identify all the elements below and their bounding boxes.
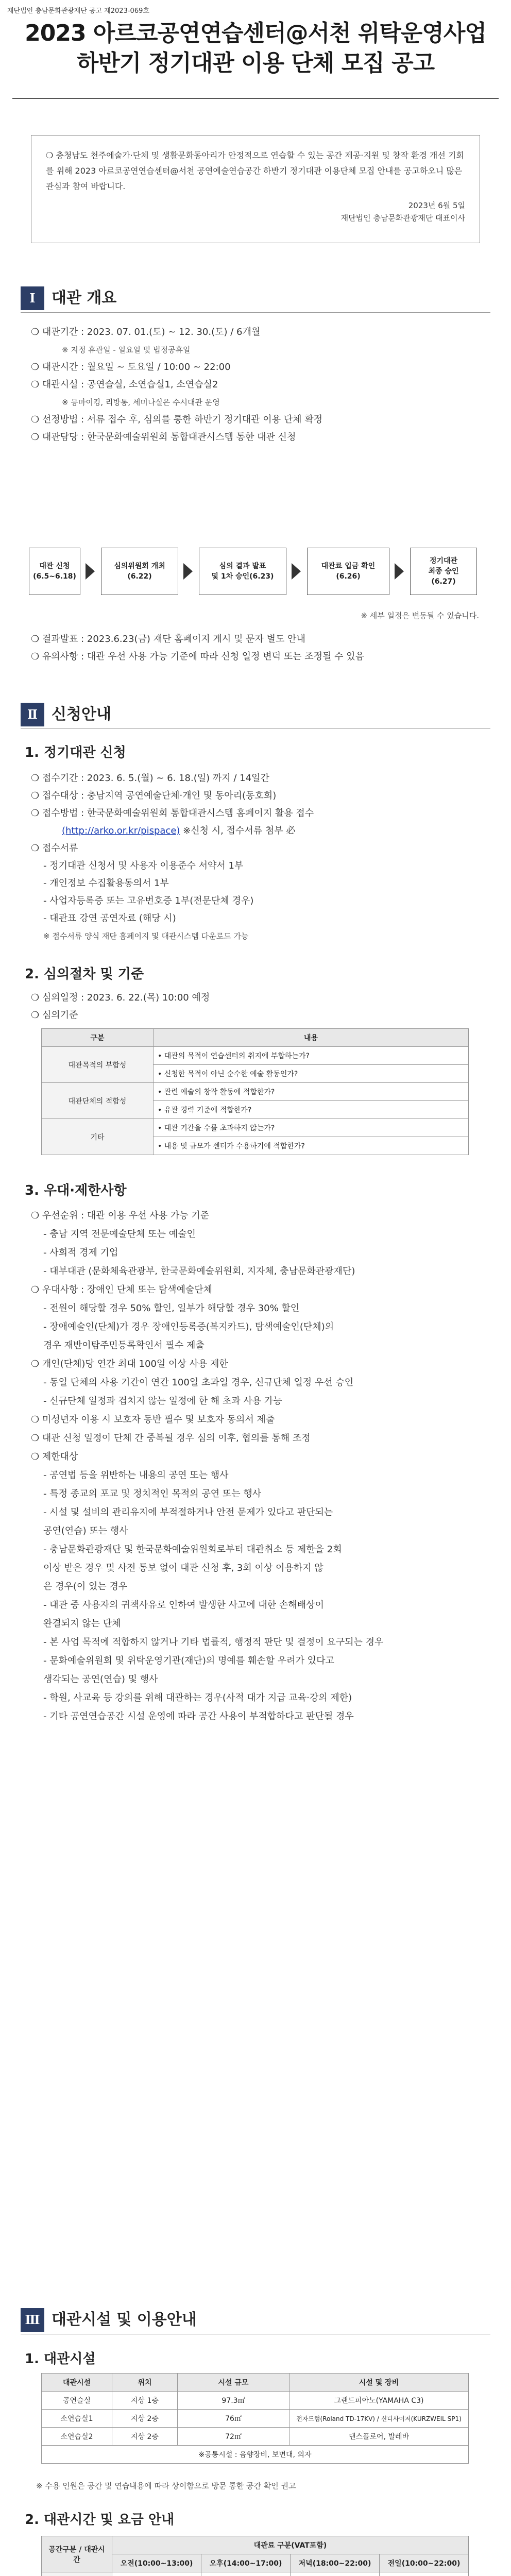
review-details (31, 989, 484, 1024)
section-number: Ⅱ (21, 703, 44, 726)
fee-value (380, 2572, 469, 2576)
overview-line: ❍ 대관담당 : 한국문화예술위원회 통합대관시스템 통한 대관 신청 (31, 432, 296, 443)
facility-equipment: 그랜드피아노(YAMAHA C3) (289, 2392, 469, 2410)
arrow-right-icon (292, 563, 301, 580)
facility-equipment: 댄스플로어, 발레바 (289, 2428, 469, 2446)
flow-note-wrap (31, 607, 479, 624)
rule-line: - 본 사업 목적에 적합하지 않거나 기타 법률적, 행정적 판단 및 결정이 요구되는 경우 (43, 1637, 384, 1648)
title-line-2: 하반기 정기대관 이용 단체 모집 공고 (76, 50, 435, 76)
rule-line: ❍ 우선순위 : 대관 이용 우선 사용 가능 기준 (31, 1210, 210, 1221)
preferences-restrictions (31, 1207, 484, 1726)
facilities-table (41, 2373, 469, 2464)
announcement-number: 재단법인 충남문화관광재단 공고 제2023-069호 (7, 7, 149, 15)
overview-line: ❍ 대관기간 : 2023. 07. 01.(토) ~ 12. 30.(토) / 6개월 (31, 327, 261, 337)
doc-item: - 대관표 강연 공연자료 (해당 시) (43, 913, 176, 924)
notice-body: ❍ 충청남도 천주에술가·단체 및 생활문화동아리가 안정적으로 연습할 수 있는 공간 제공·지원 및 창작 환경 개선 기회를 위해 2023 아르코공연연습센터@서천 공연예술연습공간 하반기 정기대관 이용단체 모집 안내를 공고하오니 많은 관심과 참여 바랍니다. (46, 150, 464, 191)
section-number: Ⅲ (21, 2308, 44, 2332)
facility-location: 지상 2층 (112, 2428, 178, 2446)
fee-value (291, 2572, 380, 2576)
section-1-overview (31, 324, 484, 446)
rule-line: 공연(연습) 또는 행사 (43, 1526, 128, 1536)
criteria-category: 대관단체의 적합성 (42, 1083, 154, 1119)
fee-value (112, 2572, 201, 2576)
facility-common: ※공통시설 : 음향장비, 보면대, 의자 (42, 2446, 469, 2464)
section-3-header (21, 2308, 490, 2332)
section-2-header (21, 703, 490, 726)
application-line: ❍ 접수방법 : 한국문화예술위원회 통합대관시스템 홈페이지 활용 접수 (31, 808, 314, 819)
section-number: Ⅰ (21, 286, 44, 310)
fee-row-name (42, 2572, 112, 2576)
criteria-header: 구분 (42, 1029, 154, 1047)
criteria-item: • 관련 예술의 창작 활동에 적합한가? (154, 1083, 469, 1101)
flow-note: ※ 세부 일정은 변동될 수 있습니다. (361, 611, 479, 620)
section-1-results (31, 631, 484, 666)
section-title: 대관 개요 (52, 289, 117, 307)
rule-line: - 신규단체 일정과 겹치지 않는 일정에 한 해 초과 사용 가능 (43, 1396, 282, 1406)
arrow-right-icon (86, 563, 95, 580)
rule-line: - 동일 단체의 사용 기간이 연간 100일 초과일 경우, 신규단체 일정 우선 승인 (43, 1377, 354, 1388)
flow-step: 대관 신청 (6.5~6.18) (29, 548, 80, 595)
fee-corner: 공간구분 / 대관시간 (42, 2536, 112, 2572)
title-block (0, 19, 511, 78)
review-line: ❍ 심의기준 (31, 1010, 78, 1021)
fee-column: 오후(14:00~17:00) (201, 2554, 291, 2572)
rule-line: - 충남문화관광재단 및 한국문화예술위원회로부터 대관취소 등 제한을 2회 (43, 1544, 342, 1555)
section-1-header (21, 286, 490, 310)
rule-line: - 시설 및 설비의 관리유지에 부적절하거나 안전 문제가 있다고 판단되는 (43, 1507, 333, 1518)
rule-line: - 대부대관 (문화체육관광부, 한국문화예술위원회, 지자체, 충남문화관광재단) (43, 1266, 355, 1277)
flow-step: 대관료 입금 확인 (6.26) (307, 548, 389, 595)
facility-header: 시설 및 장비 (289, 2374, 469, 2392)
rule-line: 은 경우(이 있는 경우 (43, 1581, 128, 1592)
rule-line: - 문화예술위원회 및 위탁운영기관(재단)의 명예를 훼손할 우려가 있다고 (43, 1655, 334, 1666)
fee-table (41, 2536, 469, 2576)
doc-item: - 사업자등록증 또는 고유번호증 1부(전문단체 경우) (43, 895, 254, 906)
fee-column: 전일(10:00~22:00) (380, 2554, 469, 2572)
rule-line: - 대관 중 사용자의 귀책사유로 인하여 발생한 사고에 대한 손해배상이 (43, 1600, 324, 1611)
facility-header: 위치 (112, 2374, 178, 2392)
title-divider (12, 98, 499, 99)
facility-equipment: 전자드럼(Roland TD-17KV) / 신디사이저(KURZWEIL SP1) (289, 2410, 469, 2428)
facility-size: 72㎡ (178, 2428, 289, 2446)
section-divider (21, 312, 490, 313)
flow-step: 정기대관 최종 승인 (6.27) (410, 548, 477, 595)
facility-header: 시설 규모 (178, 2374, 289, 2392)
flow-step: 심의위원회 개최 (6.22) (101, 548, 178, 595)
application-line: ❍ 접수기간 : 2023. 6. 5.(월) ~ 6. 18.(일) 까지 / 14일간 (31, 773, 269, 784)
rule-line: 경우 재반이탐주민등록확인서 필수 제출 (43, 1340, 205, 1351)
criteria-category: 대관목적의 부합성 (42, 1047, 154, 1083)
facility-size: 97.3㎡ (178, 2392, 289, 2410)
rule-line: ❍ 제한대상 (31, 1451, 78, 1462)
facility-name: 소연습실1 (42, 2410, 112, 2428)
facility-header: 대관시설 (42, 2374, 112, 2392)
facility-location: 지상 2층 (112, 2410, 178, 2428)
subsection-title: 2. 심의절차 및 기준 (25, 967, 144, 982)
rule-line: 이상 받은 경우 및 사전 통보 없이 대관 신청 후, 3회 이상 이용하지 않 (43, 1563, 323, 1573)
review-line: ❍ 심의일정 : 2023. 6. 22.(목) 10:00 예정 (31, 992, 210, 1003)
fee-column: 오전(10:00~13:00) (112, 2554, 201, 2572)
doc-note: ※ 접수서류 양식 재단 홈페이지 및 대관시스템 다운로드 가능 (43, 931, 249, 941)
criteria-item: • 내용 및 규모가 센터가 수용하기에 적합한가? (154, 1137, 469, 1155)
overview-line: ❍ 대관시설 : 공연슬실, 소연습실1, 소연습실2 (31, 379, 218, 390)
overview-note: ※ 등마이킹, 리방통, 세미나실은 수시대관 운영 (62, 398, 220, 407)
notice-box (31, 135, 480, 243)
arko-link[interactable]: (http://arko.or.kr/pispace) (62, 825, 180, 836)
criteria-category: 기타 (42, 1119, 154, 1155)
section-title: 대관시설 및 이용안내 (52, 2311, 197, 2329)
subsection-title: 2. 대관시간 및 요금 안내 (25, 2512, 175, 2528)
result-line: ❍ 결과발표 : 2023.6.23(금) 재단 홈페이지 게시 및 문자 별도 안내 (31, 634, 305, 645)
rule-line: 완결되지 않는 단체 (43, 1618, 121, 1629)
facility-note: ※ 수용 인원은 공간 및 연습내용에 따라 상이함으로 방문 통한 공간 확인 권고 (36, 2481, 296, 2490)
link-note: ※신청 시, 접수서류 첨부 必 (180, 825, 296, 836)
rule-line: - 특정 종교의 포교 및 정치적인 목적의 공연 또는 행사 (43, 1488, 262, 1499)
notice-date: 2023년 6월 5일 (408, 201, 465, 210)
fee-group-header: 대관료 구분(VAT포함) (112, 2536, 469, 2554)
overview-note: ※ 지정 휴관일 - 일요일 및 법정공휴일 (62, 345, 191, 354)
fee-value (201, 2572, 291, 2576)
rule-line: - 사회적 경제 기업 (43, 1247, 118, 1258)
rule-line: - 장애예술인(단체)가 경우 장애인등록증(복지카드), 탐색예술인(단체)의 (43, 1321, 334, 1332)
flow-step: 심의 결과 발표 및 1차 승인(6.23) (199, 548, 286, 595)
doc-item: - 정기대관 신청서 및 사용자 이용준수 서약서 1부 (43, 860, 244, 871)
facility-name: 공연슬실 (42, 2392, 112, 2410)
rule-line: 생각되는 공연(연습) 및 행사 (43, 1674, 158, 1685)
docs-heading: ❍ 접수서류 (31, 843, 78, 854)
criteria-item: • 대관의 목적이 연습센터의 취지에 부합하는가? (154, 1047, 469, 1065)
criteria-item: • 대관 기간을 수를 초과하지 않는가? (154, 1119, 469, 1137)
criteria-item: • 유관 경력 기준에 적합한가? (154, 1101, 469, 1119)
rule-line: ❍ 개인(단체)당 연간 최대 100일 이상 사용 제한 (31, 1359, 228, 1369)
overview-line: ❍ 대관시간 : 월요일 ~ 토요일 / 10:00 ~ 22:00 (31, 362, 231, 372)
facility-location: 지상 1층 (112, 2392, 178, 2410)
criteria-table (41, 1028, 469, 1155)
application-process-flow (29, 548, 482, 599)
title-line-1: 2023 아르코공연연습센터@서천 위탁운영사업 (25, 20, 486, 46)
arrow-right-icon (183, 563, 193, 580)
criteria-header: 내용 (154, 1029, 469, 1047)
fee-column: 저녁(18:00~22:00) (291, 2554, 380, 2572)
subsection-title: 3. 우대·제한사항 (25, 1183, 127, 1198)
overview-line: ❍ 선정방법 : 서류 접수 후, 심의를 통한 하반기 정기대관 이용 단체 확정 (31, 414, 323, 425)
section-divider (21, 728, 490, 729)
section-title: 신청안내 (52, 705, 111, 723)
notice-org: 재단법인 충남문화관광재단 대표이사 (340, 213, 465, 223)
criteria-item: • 신청한 목적이 아닌 순수한 예술 활동인가? (154, 1065, 469, 1083)
rule-line: - 학원, 사교육 등 강의를 위해 대관하는 경우(사적 대가 지급 교육·강의 제한) (43, 1692, 352, 1703)
arrow-right-icon (395, 563, 404, 580)
facility-name: 소연습실2 (42, 2428, 112, 2446)
rule-line: - 전원이 해당할 경우 50% 할인, 일부가 해당할 경우 30% 할인 (43, 1303, 300, 1314)
subsection-title: 1. 대관시설 (25, 2351, 96, 2367)
rule-line: ❍ 우대사항 : 장애인 단체 또는 탐색예술단체 (31, 1284, 213, 1295)
rule-line: ❍ 미성년자 이용 시 보호자 동반 필수 및 보호자 동의서 제출 (31, 1414, 275, 1425)
rule-line: - 충남 지역 전문예술단체 또는 예술인 (43, 1229, 196, 1240)
doc-item: - 개인정보 수집활용동의서 1부 (43, 878, 169, 889)
subsection-title: 1. 정기대관 신청 (25, 745, 126, 760)
facility-note-wrap (36, 2477, 489, 2495)
result-line: ❍ 유의사항 : 대관 우선 사용 가능 기준에 따라 신청 일정 변덕 또는 조정될 수 있음 (31, 651, 365, 662)
rule-line: ❍ 대관 신청 일정이 단체 간 중복될 경우 심의 이후, 협의를 통해 조정 (31, 1433, 311, 1444)
rule-line: - 공연법 등을 위반하는 내용의 공연 또는 행사 (43, 1470, 229, 1481)
rule-line: - 기타 공연연습공간 시설 운영에 따라 공간 사용이 부적합하다고 판단될 경우 (43, 1711, 354, 1722)
application-line: ❍ 접수대상 : 충남지역 공연예술단체·개인 및 동아리(동호회) (31, 790, 277, 801)
facility-size: 76㎡ (178, 2410, 289, 2428)
application-details (31, 770, 484, 945)
